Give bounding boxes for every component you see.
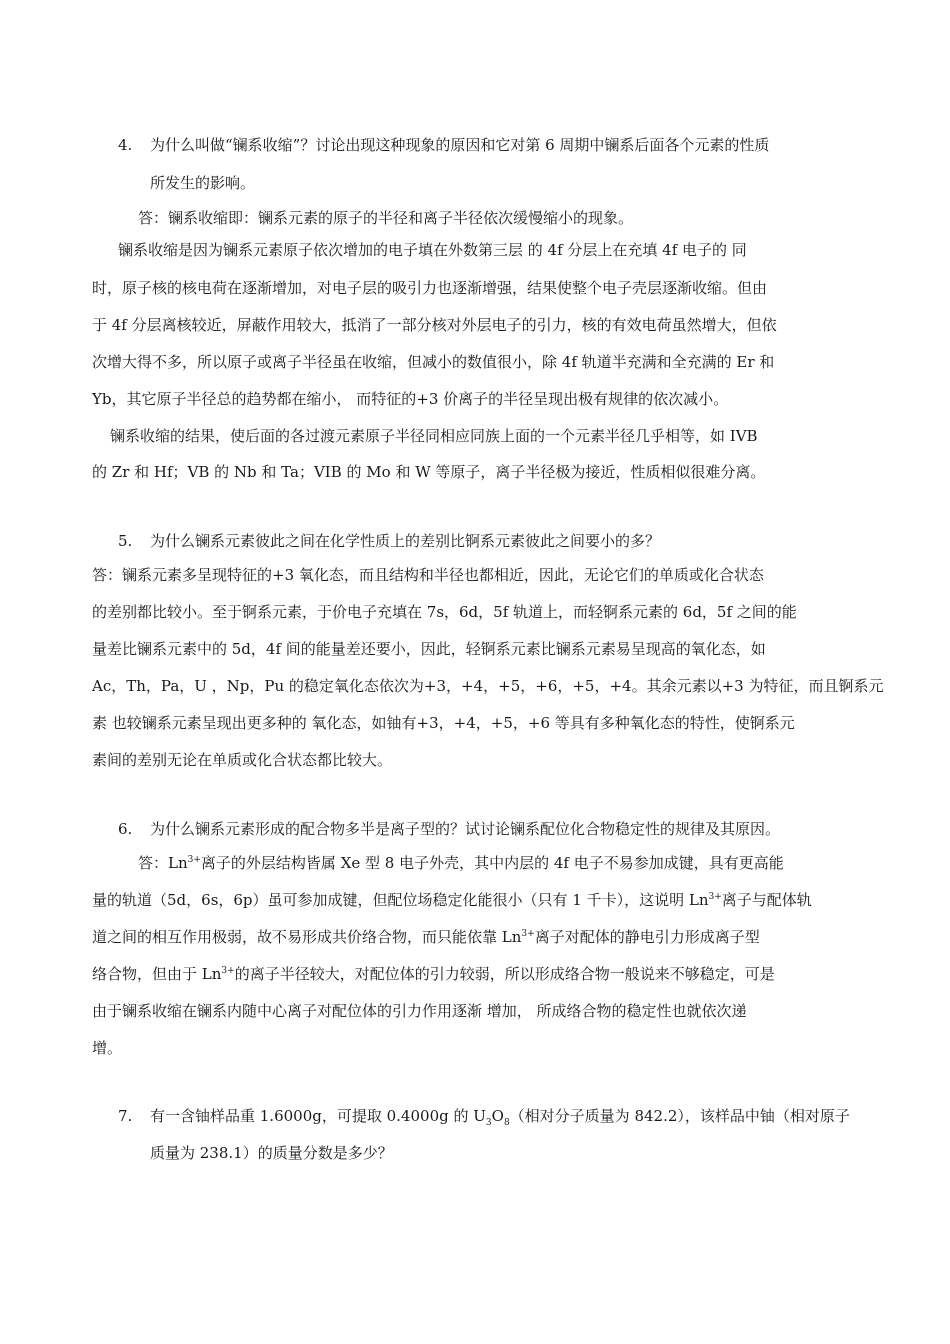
ion-symbol: Ln [168, 854, 188, 872]
answer-text: 离子与配体轨 [721, 891, 812, 909]
question-6-answer-line: 增。 [92, 1039, 123, 1057]
answer-text: 离子的外层结构皆属 Xe 型 8 电子外壳，其中内层的 4f 电子不易参加成键，具有更高能 [200, 854, 784, 872]
answer-prefix: 答： [138, 854, 169, 872]
question-4-answer-line: 时，原子核的核电荷在逐渐增加，对电子层的吸引力也逐渐增强，结果使整个电子壳层逐渐收缩。但由 [92, 279, 768, 297]
subscript: 8 [503, 1118, 510, 1128]
question-4-answer-line: 于 4f 分层离核较近，屏蔽作用较大，抵消了一部分核对外层电子的引力，核的有效电荷虽然增大，但依 [92, 316, 777, 334]
question-4-number: 4. [118, 136, 133, 154]
question-text: 有一含铀样品重 1.6000g，可提取 0.4000g 的 U [150, 1107, 486, 1125]
question-6-answer-line [92, 927, 760, 947]
question-6-answer-line [92, 890, 812, 910]
answer-text: 离子对配体的静电引力形成离子型 [534, 928, 760, 946]
question-7-title-line1 [150, 1106, 850, 1126]
question-4-title-line1: 为什么叫做“镧系收缩”？讨论出现这种现象的原因和它对第 6 周期中镧系后面各个元素的性质 [150, 136, 770, 154]
question-6-number: 6. [118, 820, 133, 838]
question-4-title-line2: 所发生的影响。 [150, 174, 256, 192]
question-7-title-line2: 质量为 238.1）的质量分数是多少？ [150, 1144, 393, 1162]
ion-symbol: Ln [201, 965, 222, 983]
question-4-answer-line: 次增大得不多，所以原子或离子半径虽在收缩，但减小的数值很小，除 4f 轨道半充满和全充满的 Er 和 [92, 353, 775, 371]
answer-text: 量的轨道（5d，6s，6p）虽可参加成键，但配位场稳定化能很小（只有 1 千卡），这说明 [92, 891, 689, 909]
question-7-number: 7. [118, 1107, 133, 1125]
question-4-answer-line: 的 Zr 和 Hf；VB 的 Nb 和 Ta；VIB 的 Mo 和 W 等原子，离子半径极为接近，性质相似很难分离。 [92, 463, 766, 481]
answer-text: 络合物，但由于 [92, 965, 202, 983]
ion-charge: 3+ [521, 929, 535, 939]
question-5-title: 为什么镧系元素彼此之间在化学性质上的差别比锕系元素彼此之间要小的多？ [150, 532, 661, 550]
question-6-answer-line [138, 853, 784, 873]
question-4-answer-line: 答：镧系收缩即：镧系元素的原子的半径和离子半径依次缓慢缩小的现象。 [138, 209, 634, 227]
question-5-answer-line: Ac，Th，Pa，U ，Np，Pu 的稳定氧化态依次为+3，+4，+5，+6，+5，+4。其余元素以+3 为特征，而且锕系元 [92, 677, 884, 695]
question-5-answer-line: 的差别都比较小。至于锕系元素，于价电子充填在 7s，6d，5f 轨道上，而轻锕系元素的 6d，5f 之间的能 [92, 603, 797, 621]
ion-charge: 3+ [187, 855, 201, 865]
question-text: （相对分子质量为 842.2），该样品中铀（相对原子 [509, 1107, 850, 1125]
question-4-answer-line: Yb，其它原子半径总的趋势都在缩小， 而特征的+3 价离子的半径呈现出极有规律的依次减小。 [92, 390, 729, 408]
question-4-answer-line: 镧系收缩的结果，使后面的各过渡元素原子半径同相应同族上面的一个元素半径几乎相等，如 IVB [110, 427, 758, 445]
subscript: 3 [485, 1118, 492, 1128]
question-6-answer-line [92, 964, 775, 984]
question-6-title: 为什么镧系元素形成的配合物多半是离子型的？试讨论镧系配位化合物稳定性的规律及其原因。 [150, 820, 781, 838]
ion-charge: 3+ [708, 892, 722, 902]
question-6-answer-line: 由于镧系收缩在镧系内随中心离子对配位体的引力作用逐渐 增加， 所成络合物的稳定性也就依次递 [92, 1002, 747, 1020]
question-5-number: 5. [118, 532, 133, 550]
answer-text: 道之间的相互作用极弱，故不易形成共价络合物，而只能依靠 [92, 928, 502, 946]
answer-text: 的离子半径较大，对配位体的引力较弱，所以形成络合物一般说来不够稳定，可是 [234, 965, 775, 983]
formula-part: O [491, 1107, 504, 1125]
ion-charge: 3+ [221, 966, 235, 976]
question-5-answer-line: 素间的差别无论在单质或化合状态都比较大。 [92, 751, 393, 769]
question-5-answer-line: 答：镧系元素多呈现特征的+3 氧化态，而且结构和半径也都相近，因此，无论它们的单质或化合状态 [92, 566, 764, 584]
question-4-answer-line: 镧系收缩是因为镧系元素原子依次增加的电子填在外数第三层 的 4f 分层上在充填 4f 电子的 同 [118, 241, 747, 259]
ion-symbol: Ln [688, 891, 709, 909]
ion-symbol: Ln [501, 928, 522, 946]
question-5-answer-line: 量差比镧系元素中的 5d，4f 间的能量差还要小，因此，轻锕系元素比镧系元素易呈现高的氧化态，如 [92, 640, 766, 658]
question-5-answer-line: 素 也较镧系元素呈现出更多种的 氧化态，如铀有+3，+4，+5，+6 等具有多种氧化态的特性，使锕系元 [92, 714, 795, 732]
